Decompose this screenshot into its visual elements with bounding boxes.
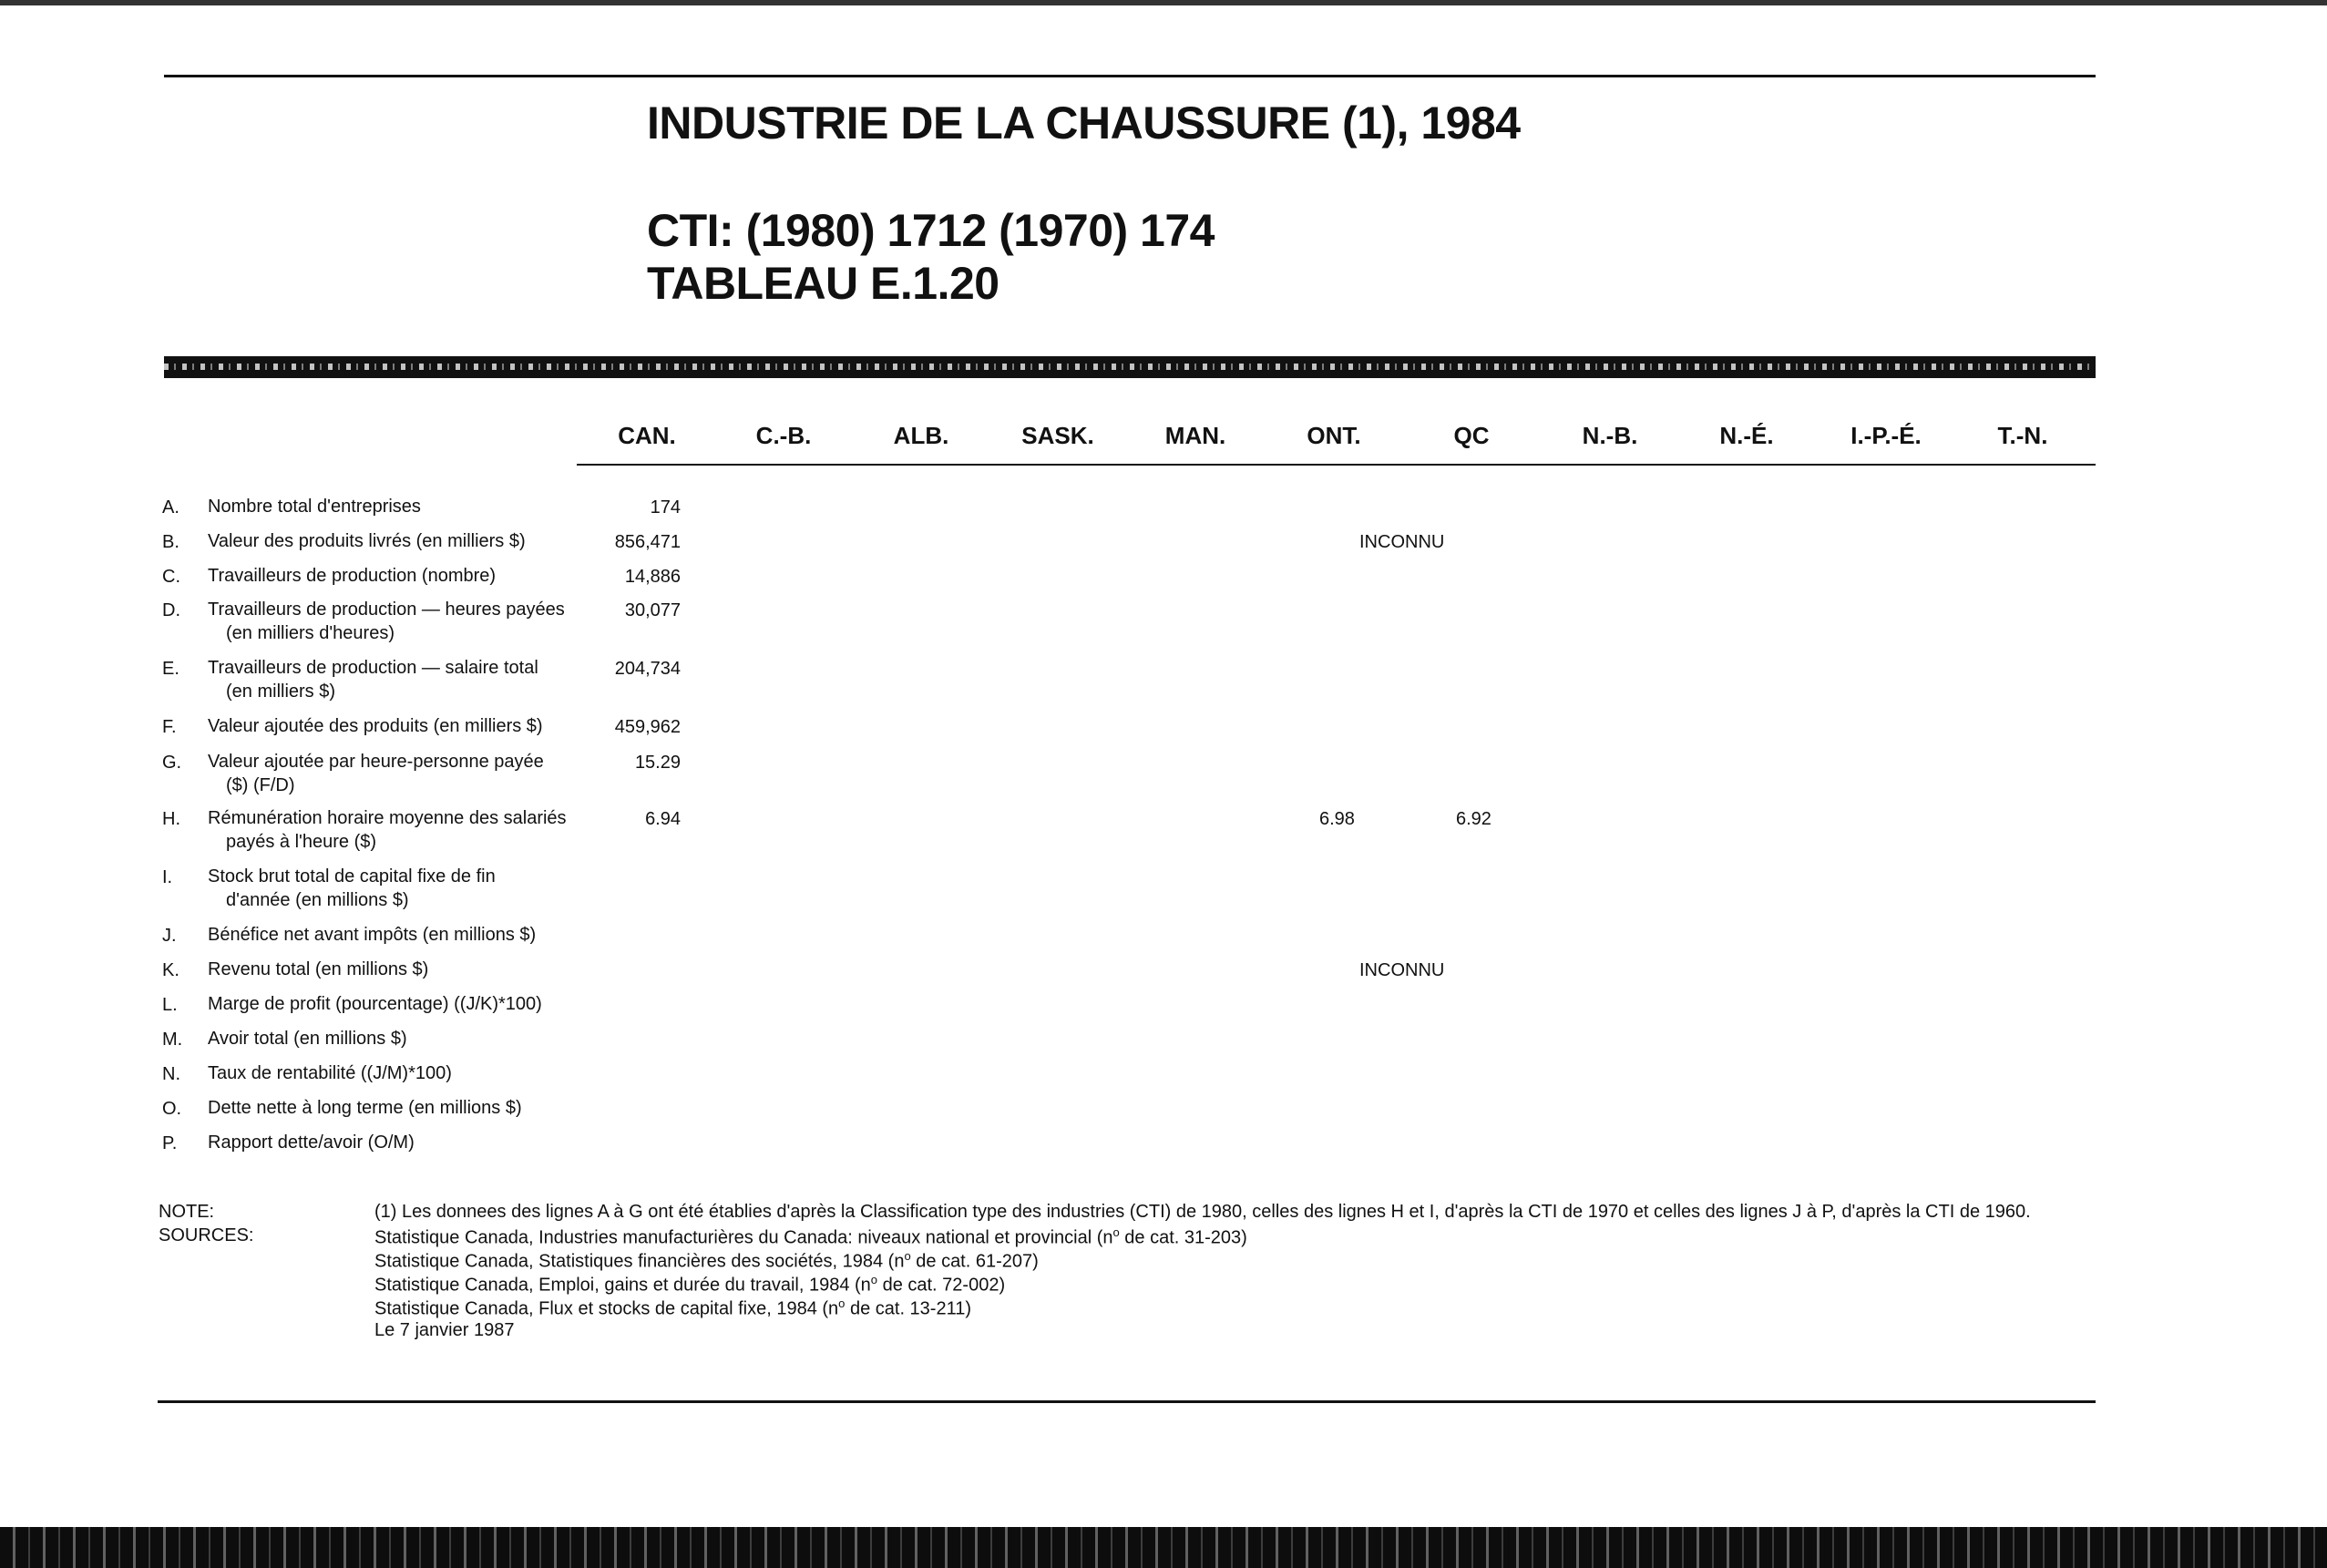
row-label — [208, 656, 538, 703]
row-letter: A. — [162, 497, 179, 518]
row-letter: H. — [162, 809, 180, 829]
bottom-rule — [158, 1400, 2096, 1403]
source-pre: Statistique Canada, Flux et stocks de capital fixe, 1984 (n — [374, 1298, 839, 1319]
row-label — [208, 865, 496, 912]
row-label — [208, 495, 421, 518]
row-label — [208, 958, 428, 981]
row-letter: F. — [162, 717, 177, 737]
cell-can: 204,734 — [614, 659, 681, 679]
row-label-line1: Taux de rentabilité ((J/M)*100) — [208, 1063, 452, 1083]
table-number: TABLEAU E.1.20 — [647, 258, 999, 309]
row-label-line2: (en milliers d'heures) — [226, 623, 395, 643]
row-label-line1: Nombre total d'entreprises — [208, 497, 421, 517]
row-label — [208, 992, 542, 1016]
row-label — [208, 598, 565, 645]
column-header: MAN. — [1164, 422, 1226, 449]
row-label — [208, 1061, 452, 1085]
cell-can: 459,962 — [614, 717, 681, 737]
cti-code: CTI: (1980) 1712 (1970) 174 — [647, 205, 1215, 256]
source-sup: o — [1112, 1225, 1120, 1239]
row-label — [208, 529, 526, 553]
row-letter: N. — [162, 1064, 180, 1084]
row-label-line1: Valeur ajoutée des produits (en milliers $) — [208, 716, 543, 736]
source-sup: o — [870, 1273, 878, 1286]
row-letter: D. — [162, 600, 180, 620]
cell-ont: 6.98 — [1319, 809, 1355, 829]
scan-top-edge — [0, 0, 2327, 5]
row-label-line1: Travailleurs de production — heures payées — [208, 600, 565, 620]
cell-qc: 6.92 — [1456, 809, 1492, 829]
header-rule — [577, 464, 2096, 466]
column-header: ONT. — [1307, 422, 1361, 449]
source-line — [374, 1273, 1005, 1296]
note-text: (1) Les donnees des lignes A à G ont été établies d'après la Classification type des industries (CTI) de 1980, celles des lignes H et I, d'après la CTI de 1970 et celles des lignes J à P, d'après la CTI de 1960. — [374, 1202, 2031, 1222]
page-title: INDUSTRIE DE LA CHAUSSURE (1), 1984 — [647, 97, 1521, 149]
source-line — [374, 1249, 1039, 1273]
column-header: C.-B. — [755, 422, 812, 449]
cell-can: 174 — [650, 497, 681, 518]
row-label-line1: Dette nette à long terme (en millions $) — [208, 1098, 522, 1118]
row-letter: K. — [162, 960, 179, 980]
row-label-line1: Rémunération horaire moyenne des salariés — [208, 808, 567, 828]
row-letter: G. — [162, 753, 182, 773]
row-label-line2: (en milliers $) — [226, 682, 336, 702]
row-label-line2: payés à l'heure ($) — [226, 832, 377, 852]
scan-bottom-edge — [0, 1527, 2327, 1568]
source-post: de cat. 72-002) — [877, 1275, 1006, 1296]
row-label-line1: Valeur ajoutée par heure-personne payée — [208, 752, 544, 772]
column-header: N.-É. — [1719, 422, 1774, 449]
row-label-line1: Avoir total (en millions $) — [208, 1029, 407, 1049]
row-label — [208, 714, 543, 738]
column-header: SASK. — [1021, 422, 1094, 449]
row-label — [208, 806, 567, 854]
row-label — [208, 1027, 407, 1050]
row-letter: C. — [162, 567, 180, 587]
cell-can: 856,471 — [614, 532, 681, 552]
source-pre: Statistique Canada, Statistiques financières des sociétés, 1984 (n — [374, 1251, 905, 1272]
document-date: Le 7 janvier 1987 — [374, 1320, 515, 1340]
row-letter: P. — [162, 1133, 178, 1153]
column-header: ALB. — [893, 422, 949, 449]
source-pre: Statistique Canada, Emploi, gains et durée du travail, 1984 (n — [374, 1275, 871, 1296]
row-label-line1: Travailleurs de production (nombre) — [208, 566, 497, 586]
row-letter: O. — [162, 1099, 182, 1119]
row-letter: L. — [162, 995, 178, 1015]
cell-can: 6.94 — [645, 809, 681, 829]
row-letter: J. — [162, 926, 177, 946]
column-header: QC — [1453, 422, 1490, 449]
row-letter: I. — [162, 867, 173, 887]
decorative-band — [164, 356, 2096, 378]
cell-inconnu: INCONNU — [1359, 532, 1445, 552]
row-label — [208, 564, 496, 588]
cell-can: 15.29 — [634, 753, 681, 773]
row-label — [208, 1096, 522, 1120]
cell-can: 30,077 — [624, 600, 681, 620]
column-header: I.-P.-É. — [1850, 422, 1922, 449]
top-rule — [164, 75, 2096, 77]
source-post: de cat. 13-211) — [845, 1298, 972, 1319]
source-sup: o — [838, 1296, 846, 1310]
row-label-line1: Revenu total (en millions $) — [208, 959, 429, 979]
row-label-line1: Valeur des produits livrés (en milliers $) — [208, 531, 526, 551]
source-post: de cat. 61-207) — [910, 1251, 1039, 1272]
source-line — [374, 1225, 1247, 1249]
row-label — [208, 750, 544, 797]
row-label-line2: ($) (F/D) — [226, 775, 295, 795]
cell-can: 14,886 — [624, 567, 681, 587]
column-header: T.-N. — [1997, 422, 2048, 449]
row-label-line1: Rapport dette/avoir (O/M) — [208, 1132, 415, 1153]
source-pre: Statistique Canada, Industries manufacturières du Canada: niveaux national et provincial (n — [374, 1227, 1113, 1248]
row-letter: M. — [162, 1030, 183, 1050]
row-label-line1: Bénéfice net avant impôts (en millions $) — [208, 925, 537, 945]
row-label-line1: Marge de profit (pourcentage) ((J/K)*100) — [208, 994, 542, 1014]
row-label-line1: Travailleurs de production — salaire total — [208, 658, 538, 678]
row-letter: B. — [162, 532, 179, 552]
row-label-line2: d'année (en millions $) — [226, 890, 409, 910]
column-header: N.-B. — [1582, 422, 1638, 449]
sources-label: SOURCES: — [159, 1225, 254, 1245]
source-sup: o — [904, 1249, 911, 1263]
column-header: CAN. — [618, 422, 676, 449]
row-label — [208, 1131, 415, 1154]
note-label: NOTE: — [159, 1202, 215, 1222]
row-label-line1: Stock brut total de capital fixe de fin — [208, 866, 496, 886]
cell-inconnu: INCONNU — [1359, 960, 1445, 980]
row-letter: E. — [162, 659, 179, 679]
source-post: de cat. 31-203) — [1119, 1227, 1247, 1248]
source-line — [374, 1296, 971, 1320]
row-label — [208, 923, 536, 947]
